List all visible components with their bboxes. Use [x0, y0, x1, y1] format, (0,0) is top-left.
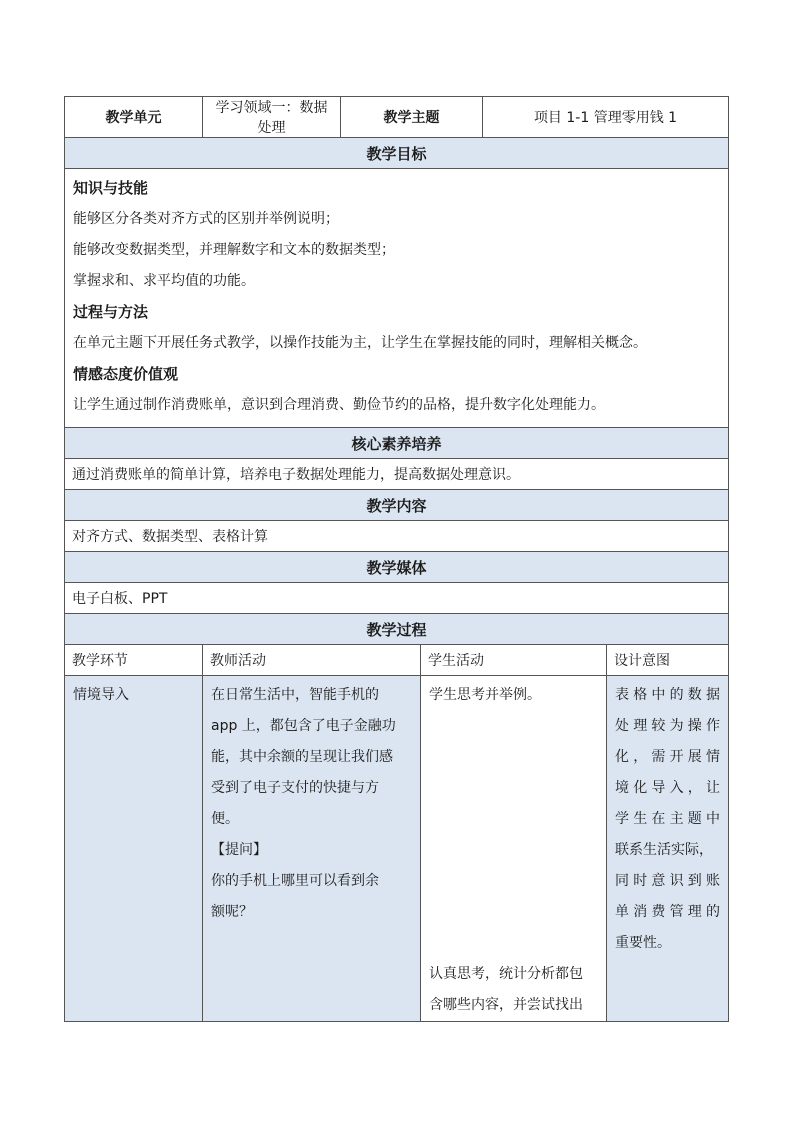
process-section-header: [65, 614, 729, 645]
process-text: 在单元主题下开展任务式教学，以操作技能为主，让学生在掌握技能的同时，理解相关概念。: [73, 335, 647, 351]
media-section-header: [65, 552, 729, 583]
media-row: [65, 583, 729, 614]
intent-line: 处理较为操作: [615, 718, 721, 734]
intent-cell: [607, 676, 729, 1022]
emotion-text: 让学生通过制作消费账单，意识到合理消费、勤俭节约的品格，提升数字化处理能力。: [73, 397, 605, 413]
column-header-stage: 教学环节: [65, 645, 203, 676]
student-gap: [429, 711, 598, 959]
intent-line: 单消费管理的: [615, 904, 721, 920]
literacy-title: 核心素养培养: [65, 428, 729, 459]
teacher-line: 受到了电子支付的快捷与方: [211, 780, 379, 796]
objectives-title: 教学目标: [65, 138, 729, 169]
process-row: [65, 676, 729, 1022]
knowledge-item: 能够区分各类对齐方式的区别并举例说明；: [73, 211, 339, 227]
student-line: 含哪些内容，并尝试找出: [429, 997, 583, 1013]
emotion-title: 情感态度价值观: [73, 365, 179, 383]
lesson-plan-sheet: [64, 96, 728, 1022]
teacher-line: app 上，都包含了电子金融功: [211, 718, 396, 734]
literacy-text: 通过消费账单的简单计算，培养电子数据处理能力，提高数据处理意识。: [65, 459, 729, 490]
header-row: [65, 97, 729, 138]
topic-label: 教学主题: [341, 97, 483, 138]
content-title: 教学内容: [65, 490, 729, 521]
knowledge-item: 能够改变数据类型，并理解数字和文本的数据类型；: [73, 242, 395, 258]
objectives-section-header: [65, 138, 729, 169]
content-section-header: [65, 490, 729, 521]
content-text: 对齐方式、数据类型、表格计算: [65, 521, 729, 552]
content-row: [65, 521, 729, 552]
teacher-line: 【提问】: [211, 842, 267, 858]
objectives-body: [65, 169, 729, 428]
media-title: 教学媒体: [65, 552, 729, 583]
unit-value: 学习领域一：数据处理: [203, 97, 341, 138]
intent-line: 境化导入，让: [615, 780, 721, 796]
intent-line: 学生在主题中: [615, 811, 721, 827]
stage-text: 情境导入: [73, 687, 129, 703]
unit-label: 教学单元: [65, 97, 203, 138]
intent-line: 同时意识到账: [615, 873, 721, 889]
process-column-headers: [65, 645, 729, 676]
intent-line: 化，需开展情: [615, 749, 721, 765]
knowledge-item: 掌握求和、求平均值的功能。: [73, 273, 255, 289]
column-header-teacher: 教师活动: [203, 645, 421, 676]
stage-cell: [65, 676, 203, 1022]
media-text: 电子白板、PPT: [65, 583, 729, 614]
student-activity-cell: [421, 676, 607, 1022]
topic-value: 项目 1-1 管理零用钱 1: [483, 97, 729, 138]
process-title: 教学过程: [65, 614, 729, 645]
teacher-line: 在日常生活中，智能手机的: [211, 687, 379, 703]
teacher-activity-cell: [203, 676, 421, 1022]
intent-line: 联系生活实际，: [615, 842, 713, 858]
literacy-section-header: [65, 428, 729, 459]
intent-line: 表格中的数据: [615, 687, 721, 703]
literacy-row: [65, 459, 729, 490]
student-line: 认真思考，统计分析都包: [429, 966, 583, 982]
teacher-line: 能，其中余额的呈现让我们感: [211, 749, 393, 765]
knowledge-title: 知识与技能: [73, 179, 149, 197]
column-header-student: 学生活动: [421, 645, 607, 676]
intent-line: 重要性。: [615, 935, 671, 951]
process-title: 过程与方法: [73, 303, 149, 321]
lesson-plan-table: [64, 96, 729, 1022]
column-header-intent: 设计意图: [607, 645, 729, 676]
teacher-line: 你的手机上哪里可以看到余: [211, 873, 379, 889]
teacher-line: 额呢？: [211, 904, 253, 920]
student-line: 学生思考并举例。: [429, 687, 541, 703]
teacher-line: 便。: [211, 811, 239, 827]
